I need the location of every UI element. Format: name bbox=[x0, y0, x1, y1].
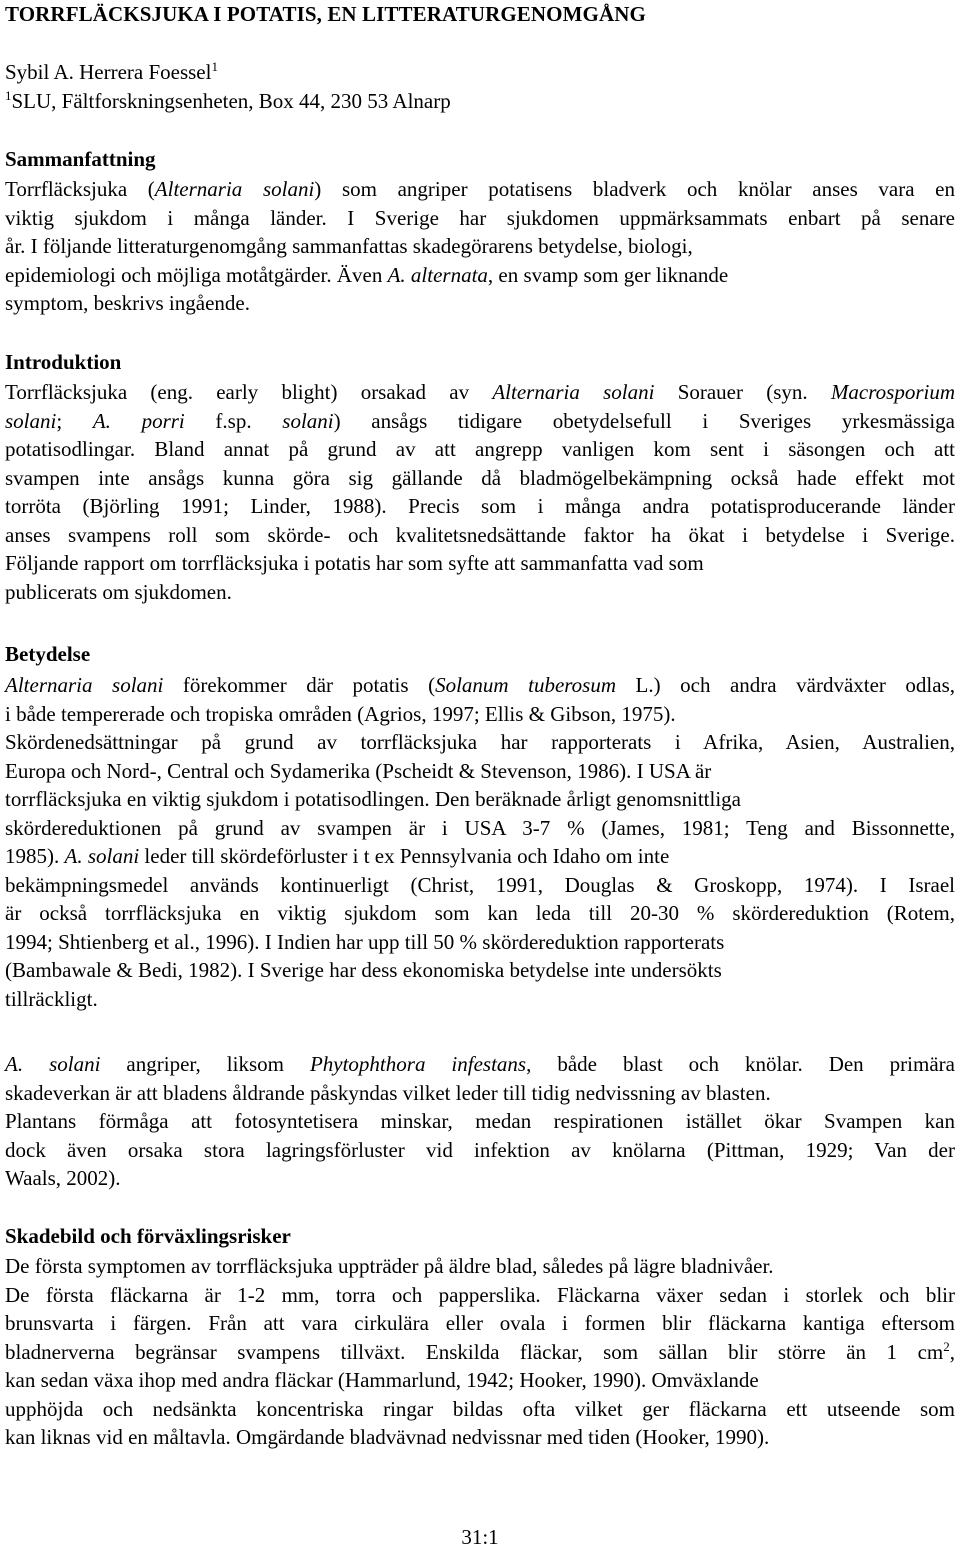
betydelse-line: i både tempererade och tropiska områden (Agrios, 1997; Ellis & Gibson, 1975). bbox=[5, 701, 676, 726]
betydelse2-line: dock även orsaka stora lagringsförluster vid infektion av knölarna (Pittman, 1929; Van der bbox=[5, 1137, 955, 1162]
betydelse-line: bekämpningsmedel används kontinuerligt (Christ, 1991, Douglas & Groskopp, 1974). I Israel bbox=[5, 872, 955, 897]
author-name: Sybil A. Herrera Foessel bbox=[5, 60, 212, 84]
abstract-line: symptom, beskrivs ingående. bbox=[5, 291, 250, 315]
skadebild-line: bladnerverna begränsar svampens tillväxt. Enskilda fläckar, som sällan blir större än 1 $cm^2$, bbox=[5, 1338, 955, 1364]
betydelse-line: (Bambawale & Bedi, 1982). I Sverige har dess ekonomiska betydelse inte undersökts bbox=[5, 958, 722, 982]
introduction-paragraph bbox=[5, 378, 955, 606]
intro-line: torröta (Björling 1991; Linder, 1988). Precis som i många andra potatisproducerande länder bbox=[5, 494, 955, 518]
betydelse-line: tillräckligt. bbox=[5, 986, 98, 1011]
heading-sammanfattning: Sammanfattning bbox=[5, 147, 156, 171]
intro-line: svampen inte ansågs kunna göra sig gällande då bladmögelbekämpning också hade effekt mot bbox=[5, 465, 955, 490]
betydelse-line: torrfläcksjuka en viktig sjukdom i potatisodlingen. Den beräknade årligt genomsnittliga bbox=[5, 787, 742, 811]
betydelse-line: Alternaria solani förekommer där potatis (Solanum tuberosum L.) och andra värdväxter odlas, bbox=[5, 673, 956, 697]
betydelse-line: 1985). A. solani leder till skördeförluster i t ex Pennsylvania och Idaho om inte bbox=[5, 844, 670, 868]
author-line bbox=[5, 60, 218, 85]
abstract-line: Torrfläcksjuka (Alternaria solani) som angriper potatisens bladverk och knölar anses vara en bbox=[5, 177, 955, 201]
skadebild-line: kan liknas vid en måltavla. Omgärdande bladvävnad nedvissnar med tiden (Hooker, 1990). bbox=[5, 1425, 770, 1449]
betydelse-line: 1994; Shtienberg et al., 1996). I Indien har upp till 50 % skördereduktion rapporterats bbox=[5, 929, 725, 954]
skadebild-line: De första fläckarna är 1-2 mm, torra och papperslika. Fläckarna växer sedan i storlek och blir bbox=[5, 1282, 955, 1307]
abstract-line: viktig sjukdom i många länder. I Sverige har sjukdomen uppmärksammats enbart på senare bbox=[5, 205, 955, 230]
author-affiliation-marker: 1 bbox=[211, 59, 218, 74]
betydelse-line: Europa och Nord-, Central och Sydamerika (Pscheidt & Stevenson, 1986). I USA är bbox=[5, 758, 712, 783]
skadebild-paragraph bbox=[5, 1252, 955, 1452]
betydelse-line: skördereduktionen på grund av svampen är i USA 3-7 % (James, 1981; Teng and Bissonnette, bbox=[5, 815, 955, 840]
betydelse2-line: skadeverkan är att bladens åldrande påskyndas vilket leder till tidig nedvissning av blasten. bbox=[5, 1080, 771, 1105]
intro-line: Torrfläcksjuka (eng. early blight) orsakad av Alternaria solani Sorauer (syn. Macrosporium bbox=[5, 380, 955, 404]
document-title: TORRFLÄCKSJUKA I POTATIS, EN LITTERATURGENOMGÅNG bbox=[5, 2, 646, 26]
skadebild-line: brunsvarta i färgen. Från att vara cirkulära eller ovala i formen blir fläckarna kantiga eftersom bbox=[5, 1311, 955, 1335]
betydelse-line: är också torrfläcksjuka en viktig sjukdom som kan leda till 20-30 % skördereduktion (Rotem, bbox=[5, 901, 955, 925]
skadebild-line: upphöjda och nedsänkta koncentriska ringar bildas ofta vilket ger fläckarna ett utseende som bbox=[5, 1396, 955, 1421]
page-number: 31:1 bbox=[461, 1525, 499, 1549]
betydelse-paragraph-2 bbox=[5, 1050, 955, 1193]
heading-introduktion: Introduktion bbox=[5, 350, 122, 374]
affiliation-line bbox=[5, 89, 451, 114]
intro-line: publicerats om sjukdomen. bbox=[5, 579, 232, 604]
abstract-line: epidemiologi och möjliga motåtgärder. Även A. alternata, en svamp som ger liknande bbox=[5, 262, 729, 287]
betydelse2-line: A. solani angriper, liksom Phytophthora infestans, både blast och knölar. Den primära bbox=[5, 1052, 955, 1076]
betydelse2-line: Waals, 2002). bbox=[5, 1166, 121, 1190]
intro-line: solani; A. porri f.sp. solani) ansågs tidigare obetydelsefull i Sveriges yrkesmässiga bbox=[5, 408, 955, 433]
intro-line: anses svampens roll som skörde- och kvalitetsnedsättande faktor ha ökat i betydelse i Sverige. bbox=[5, 522, 955, 547]
affiliation-marker: 1 bbox=[5, 88, 12, 103]
heading-skadebild: Skadebild och förväxlingsrisker bbox=[5, 1224, 291, 1248]
abstract-paragraph bbox=[5, 175, 955, 318]
intro-line: potatisodlingar. Bland annat på grund av att angrepp vanligen kom sent i säsongen och att bbox=[5, 437, 955, 461]
skadebild-line: kan sedan växa ihop med andra fläckar (Hammarlund, 1942; Hooker, 1990). Omväxlande bbox=[5, 1368, 759, 1392]
heading-betydelse: Betydelse bbox=[5, 642, 91, 666]
betydelse2-line: Plantans förmåga att fotosyntetisera minskar, medan respirationen istället ökar Svampen kan bbox=[5, 1109, 955, 1133]
affiliation-text: SLU, Fältforskningsenheten, Box 44, 230 53 Alnarp bbox=[11, 89, 451, 113]
abstract-line: år. I följande litteraturgenomgång sammanfattas skadegörarens betydelse, biologi, bbox=[5, 234, 693, 258]
skadebild-line: De första symptomen av torrfläcksjuka uppträder på äldre blad, således på lägre bladnivåer. bbox=[5, 1254, 774, 1278]
betydelse-line: Skördenedsättningar på grund av torrfläcksjuka har rapporterats i Afrika, Asien, Australien, bbox=[5, 730, 955, 754]
intro-line: Följande rapport om torrfläcksjuka i potatis har som syfte att sammanfatta vad som bbox=[5, 551, 704, 575]
betydelse-paragraph-1 bbox=[5, 671, 955, 1013]
